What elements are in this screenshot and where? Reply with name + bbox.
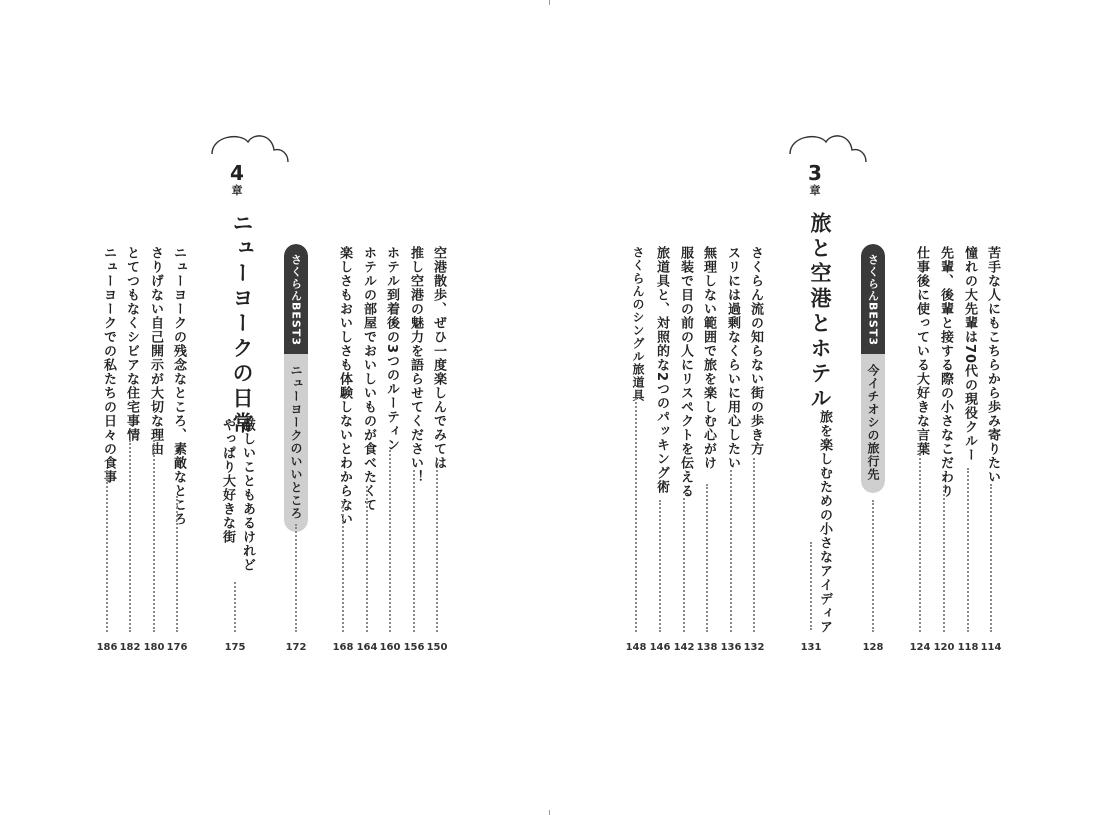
best3-label: さくらんBEST3 [289, 254, 303, 346]
toc-entry-page: 118 [957, 642, 979, 653]
chapter-3-subtitle: 旅を楽しむための小さなアイディア [817, 410, 832, 634]
toc-entry-title: 旅道具と、対照的な2つのパッキング術 [654, 246, 669, 495]
toc-entry-title: さりげない自己開示が大切な理由 [148, 246, 163, 456]
chapter-4-title: ニューヨークの日常 [230, 212, 254, 437]
toc-entry-title: とてつもなくシビアな住宅事情 [124, 246, 139, 442]
chapter-3-subtitle-leader [804, 542, 818, 632]
chapter-3-number: 3 章 [808, 161, 822, 197]
crop-mark-bottom [549, 810, 550, 815]
toc-entry-title: 仕事後に使っている大好きな言葉 [914, 246, 929, 456]
toc-entry-page: 186 [96, 642, 118, 653]
best3-pill [861, 244, 885, 493]
toc-entry-title: ニューヨークでの私たちの日々の食事 [101, 246, 116, 484]
toc-entry-page: 138 [696, 642, 718, 653]
toc-entry-title: 無理しない範囲で旅を楽しむ心がけ [701, 246, 716, 470]
toc-entry-title: 推し空港の魅力を語らせてください！ [408, 246, 423, 484]
toc-entry-page: 164 [356, 642, 378, 653]
toc-entry-title: 苦手な人にもこちらから歩み寄りたい [985, 246, 1000, 484]
toc-entry-title: 先輩、後輩と接する際の小さなこだわり [938, 246, 953, 498]
best3-topic: ニューヨークのいいところ [289, 363, 303, 520]
chapter-3-title: 旅と空港とホテル [808, 212, 832, 412]
chapter-4-number: 4 章 [230, 161, 244, 197]
best3-label: さくらんBEST3 [866, 254, 880, 346]
toc-entry-page: 180 [143, 642, 165, 653]
toc-entry-title: 憧れの大先輩は70代の現役クルー [962, 246, 977, 463]
toc-entry-page: 114 [980, 642, 1002, 653]
toc-entry-title: さくらんのシングル旅道具 [631, 246, 645, 402]
toc-entry-page: 160 [379, 642, 401, 653]
toc-entry-title: ホテルの部屋でおいしいものが食べたくて [361, 246, 376, 512]
toc-entry-page: 124 [909, 642, 931, 653]
toc-entry-title: 服装で目の前の人にリスペクトを伝える [678, 246, 693, 498]
toc-entry-title: 楽しさもおいしさも体験しないとわからない [337, 246, 352, 526]
toc-entry-page: 168 [332, 642, 354, 653]
toc-entry-page: 136 [720, 642, 742, 653]
chapter-4-subtitle-leader [228, 582, 242, 634]
toc-entry-page: 148 [625, 642, 647, 653]
toc-entry-page: 142 [673, 642, 695, 653]
toc-entry-page: 128 [862, 642, 884, 653]
chapter-3-subtitle-page: 131 [800, 642, 822, 653]
toc-entry-page: 132 [743, 642, 765, 653]
toc-entry-page: 120 [933, 642, 955, 653]
toc-entry-page: 150 [426, 642, 448, 653]
best3-pill [284, 244, 308, 532]
toc-entry-title: ホテル到着後の3つのルーティン [384, 246, 399, 453]
toc-entry-page: 156 [403, 642, 425, 653]
toc-entry-page: 146 [649, 642, 671, 653]
toc-entry-page: 182 [119, 642, 141, 653]
toc-entry-page: 172 [285, 642, 307, 653]
crop-mark-top [549, 0, 550, 5]
toc-entry-title: ニューヨークの残念なところ、素敵なところ [171, 246, 186, 526]
toc-entry-title: さくらん流の知らない街の歩き方 [748, 246, 763, 456]
toc-entry-title: スリには過剰なくらいに用心したい [725, 246, 740, 470]
toc-entry-title: 空港散歩、ぜひ一度楽しんでみては [431, 246, 446, 470]
toc-entry-page: 176 [166, 642, 188, 653]
best3-topic: 今イチオシの旅行先 [866, 363, 880, 481]
chapter-4-subtitle-page: 175 [224, 642, 246, 653]
chapter-4-subtitle-line2: やっぱり大好きな街 [220, 418, 235, 544]
chapter-4-subtitle-line1: 厳しいこともあるけれど [240, 418, 255, 572]
